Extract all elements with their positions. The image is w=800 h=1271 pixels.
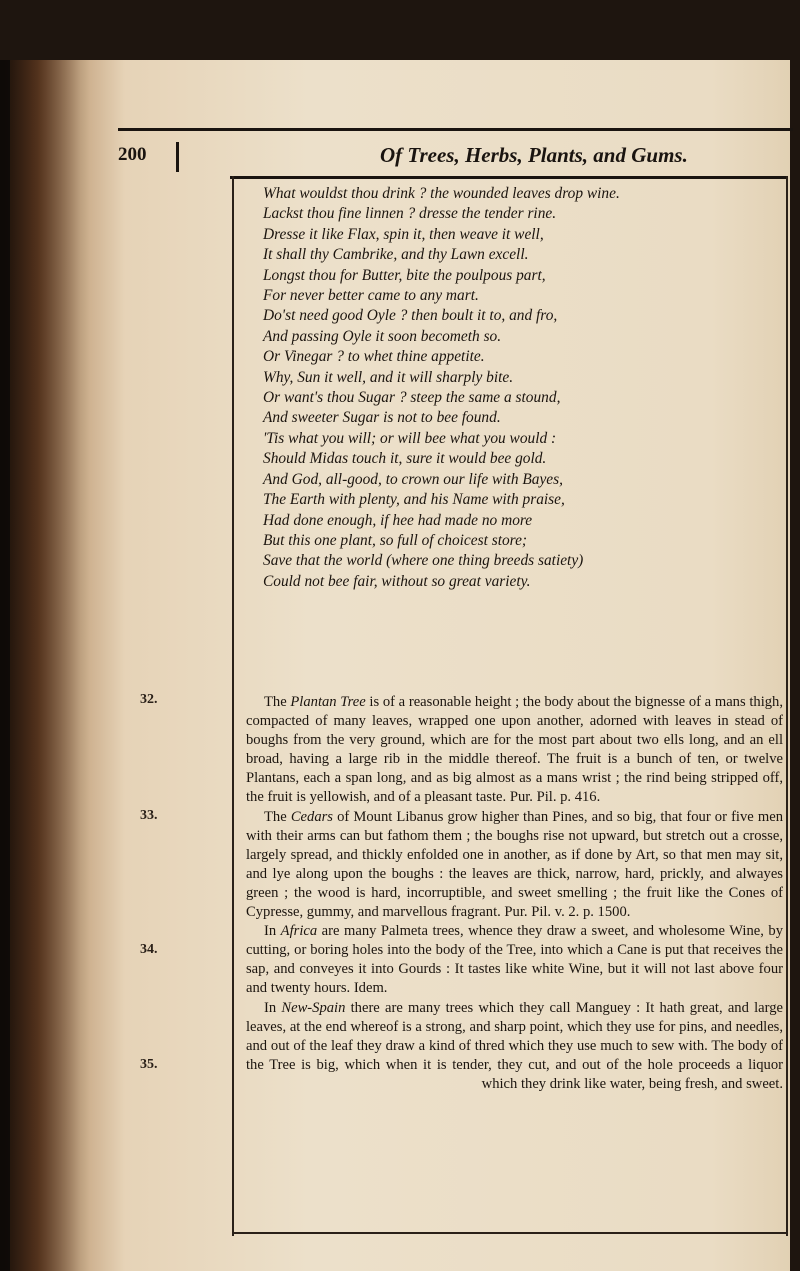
poem-line: Why, Sun it well, and it will sharply bite. xyxy=(263,368,514,386)
frame-right-rule xyxy=(786,176,788,1236)
poem-line: It shall thy Cambrike, and thy Lawn excell. xyxy=(263,246,529,264)
entry-number: 32. xyxy=(140,692,158,707)
page-header xyxy=(118,138,793,178)
entries-text xyxy=(246,693,783,1094)
poem-line: 'Tis what you will; or will bee what you would : xyxy=(263,429,557,447)
top-rule xyxy=(118,128,793,131)
poem-line: Or Vinegar ? to whet thine appetite. xyxy=(263,348,485,366)
spine-shadow xyxy=(0,60,90,1271)
header-rule xyxy=(230,176,788,179)
entry-term: Africa xyxy=(280,923,318,940)
entry-term: Cedars xyxy=(290,808,333,825)
entry-paragraph: In New-Spain there are many trees which they call Manguey : It hath great, and large leaves, at the end whereof is a strong, and sharp point, which they use for pins, and needles, and out of the leaf they draw a kind of thred which they use much to sew with. The body of the Tree is big, which when it is tender, they cut, and out of the hole proceeds a liquor which they drink like water, being fresh, and sweet. xyxy=(246,999,783,1092)
poem-line: For never better came to any mart. xyxy=(263,287,479,305)
page-number: 200 xyxy=(118,144,147,165)
entry-term: Plantan Tree xyxy=(290,694,366,710)
poem-line: Should Midas touch it, sure it would bee gold. xyxy=(263,450,547,468)
poem-line: Do'st need good Oyle ? then boult it to, and fro, xyxy=(263,307,558,325)
poem-line: Save that the world (where one thing breeds satiety) xyxy=(263,552,584,570)
poem-line: And sweeter Sugar is not to bee found. xyxy=(263,409,501,427)
poem xyxy=(263,184,783,592)
poem-line: Could not bee fair, without so great variety. xyxy=(263,572,531,590)
entry-number: 33. xyxy=(140,808,158,823)
poem-line: But this one plant, so full of choicest store; xyxy=(263,531,528,549)
entry-term: New-Spain xyxy=(281,999,346,1016)
poem-line: And passing Oyle it soon becometh so. xyxy=(263,327,502,345)
poem-line: Had done enough, if hee had made no more xyxy=(263,511,533,529)
entry-paragraph: The Cedars of Mount Libanus grow higher than Pines, and so big, that four or five men with their arms can but fathom them ; the boughs rise not upward, but stretch out a crosse, largely spread, and thickly enfolded one in another, as if done by Art, so that men may sit, and lye along upon the boughs : the leaves are thick, narrow, hard, prickly, and alwayes green ; the wood is hard, incorruptible, and sweet smelling ; the fruit like the Cones of Cypresse, gummy, and marvellous fragrant. Pur. Pil. v. 2. p. 1500. xyxy=(246,808,783,921)
frame-left-rule xyxy=(232,176,234,1236)
entry-paragraph: The Plantan Tree is of a reasonable height ; the body about the bignesse of a mans thigh, compacted of many leaves, wrapped one upon another, adorned with leaves in stead of boughs from the very ground, which are for the most part about two ells long, and an ell broad, having a large rib in the middle thereof. The fruit is a bunch of ten, or twelve Plantans, each a span long, and as big almost as a mans wrist ; the rind being stripped off, the fruit is yellowish, and of a pleasant taste. Pur. Pil. p. 416. xyxy=(246,694,783,806)
poem-line: Or want's thou Sugar ? steep the same a stound, xyxy=(263,389,561,407)
poem-line: What wouldst thou drink ? the wounded leaves drop wine. xyxy=(263,185,620,202)
entry-paragraph: In Africa are many Palmeta trees, whence they draw a sweet, and wholesome Wine, by cutting, or boring holes into the body of the Tree, into which a Cane is put that receives the sap, and conveyes it into Gourds : It tastes like white Wine, but it will not last above four and twenty hours. Idem. xyxy=(246,923,783,997)
running-head: Of Trees, Herbs, Plants, and Gums. xyxy=(380,143,688,167)
poem-line: And God, all-good, to crown our life with Bayes, xyxy=(263,470,563,488)
poem-line: Longst thou for Butter, bite the poulpous part, xyxy=(263,266,546,284)
entry-number: 35. xyxy=(140,1057,158,1072)
header-divider xyxy=(176,142,179,172)
frame-bottom-rule xyxy=(232,1232,788,1234)
entry-number: 34. xyxy=(140,942,158,957)
poem-line: The Earth with plenty, and his Name with praise, xyxy=(263,491,565,509)
poem-line: Dresse it like Flax, spin it, then weave it well, xyxy=(263,225,544,243)
poem-line: Lackst thou fine linnen ? dresse the tender rine. xyxy=(263,205,557,223)
